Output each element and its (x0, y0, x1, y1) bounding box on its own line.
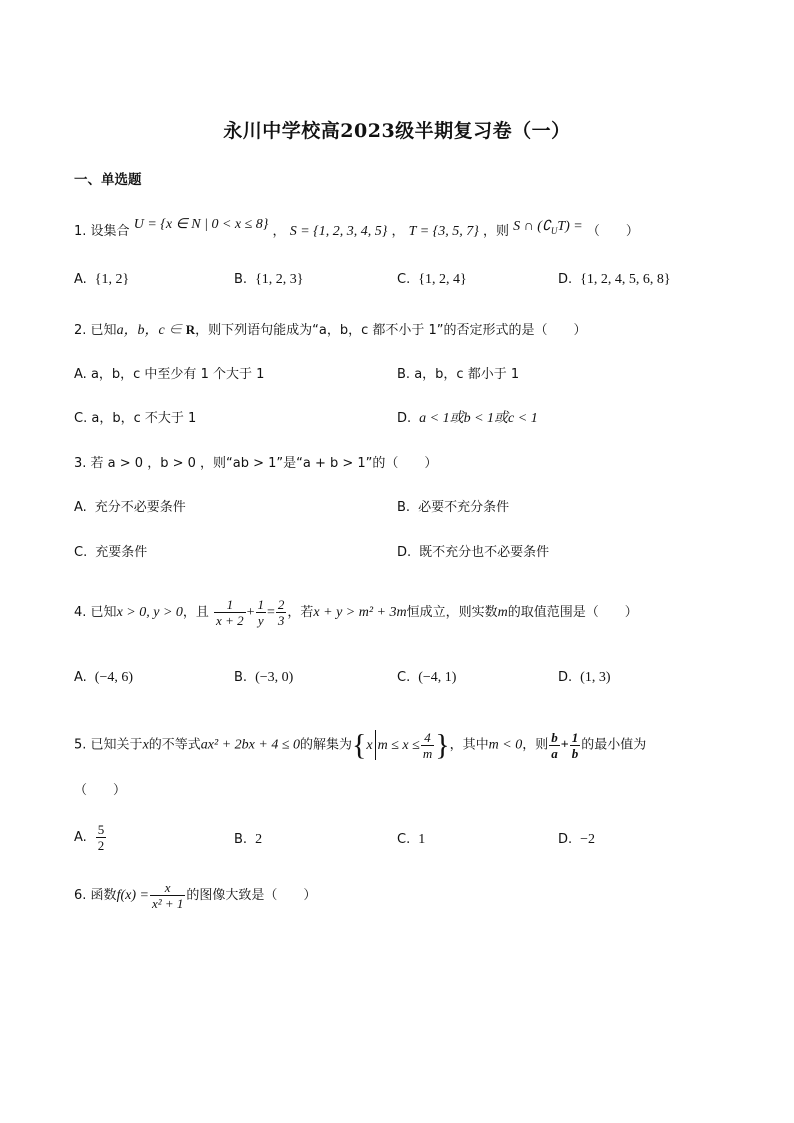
q1-option-b: B. {1, 2, 3} (234, 272, 304, 287)
real-set-symbol: R (185, 322, 196, 337)
question-number: 2. (74, 323, 87, 338)
question-3 (74, 454, 437, 474)
question-text: 已知 (90, 605, 117, 620)
q1-option-a: A. {1, 2} (74, 272, 130, 287)
question-text: ，其中 (449, 737, 489, 753)
complement-expression: S ∩ $(∁_UT)$ = (513, 219, 583, 236)
question-4: 4. 已知x > 0, y > 0，且 $\frac{1}{x + 2}$ + $\frac{1}{y}$ = $\frac{2}{3}$ ，若x + y > m² + 3m恒成立，则实数m的取值范围是（ ） (74, 597, 638, 628)
question-2 (74, 320, 587, 341)
variable-x: x (142, 737, 149, 753)
question-text: ，则下列语句能成为“a，b，c 都不小于 1”的否定形式的是（ ） (195, 323, 587, 338)
solution-set: {x m ≤ x ≤ $\frac{4}{m}$ } (352, 728, 450, 761)
q4-option-d: D. (1, 3) (558, 670, 611, 685)
question-text: ，则 (482, 224, 509, 239)
question-text: 的图像大致是（ ） (186, 888, 317, 903)
fraction-1: $\frac{1}{x + 2}$ (216, 597, 244, 628)
question-6 (74, 878, 316, 914)
q4-option-a: A. (−4, 6) (74, 670, 134, 685)
question-text: 的最小值为 (581, 737, 647, 753)
q3-option-b: B. 必要不充分条件 (397, 500, 510, 515)
condition-expression: x > 0, y > 0 (116, 605, 183, 620)
function-fraction: $\frac{x}{\text{x² + 1}}$ (151, 880, 184, 911)
question-text: 恒成立，则实数 (406, 605, 498, 620)
inequality-expression: x + y > m² + 3m (313, 605, 407, 620)
q4-option-c: C. (−4, 1) (397, 670, 457, 685)
q5-option-c: C. 1 (397, 832, 426, 847)
fraction-2: $\frac{1}{y}$ (257, 597, 264, 628)
answer-paren: （ ） (586, 224, 639, 239)
question-text: 的不等式 (148, 737, 201, 753)
question-number: 1. (74, 224, 87, 239)
question-text: ，若 (287, 605, 314, 620)
q2-option-c: C. a，b，c 不大于 1 (74, 411, 197, 426)
q2-option-b: B. a，b，c 都小于 1 (397, 367, 520, 382)
question-text: 已知 (90, 323, 117, 338)
question-text: 若 a > 0 ，b > 0 ，则“ab > 1”是“a + b > 1”的（ ） (90, 456, 438, 471)
question-5: 5. 已知关于x的不等式ax² + 2bx + 4 ≤ 0的解集为{x m ≤ x ≤ $\frac{4}{m}$ }，其中m < 0，则 $\frac{b}{a}$ + $\frac{1}{b}$ 的最小值为 (74, 728, 647, 761)
question-text: 函数 (90, 888, 117, 903)
question-number: 3. (74, 456, 87, 471)
question-number: 4. (74, 605, 87, 620)
fraction-b-over-a: $\frac{b}{a}$ (551, 729, 558, 761)
question-text: 的取值范围是（ ） (507, 605, 638, 620)
q2-option-d: D. a < 1或b < 1或c < 1 (397, 411, 538, 426)
answer-paren: （ ） (74, 783, 127, 798)
set-u-expression: U = {x ∈ N | 0 < x ≤ 8} (133, 217, 269, 232)
question-text: ，则 (522, 737, 549, 753)
q3-option-d: D. 既不充分也不必要条件 (397, 545, 550, 560)
variable-m: m (497, 605, 508, 620)
exam-title: 永川中学校高2023级半期复习卷（一） (223, 120, 571, 142)
q5-option-d: D. −2 (558, 832, 596, 847)
set-s-expression: S = {1, 2, 3, 4, 5} (289, 224, 388, 239)
condition-expression: m < 0 (488, 737, 523, 753)
question-text: ，且 (182, 605, 209, 620)
variables-expression: a，b，c ∈ (116, 323, 186, 338)
q1-option-d: D. {1, 2, 4, 5, 6, 8} (558, 272, 671, 287)
function-expression: f(x) = (116, 888, 149, 903)
fraction-3: $\frac{2}{3}$ (277, 597, 285, 628)
section-heading: 一、单选题 (74, 172, 142, 188)
q5-option-b: B. 2 (234, 832, 263, 847)
question-text: 已知关于 (90, 737, 143, 753)
question-text: 的解集为 (300, 737, 353, 753)
set-t-expression: T = {3, 5, 7} (408, 224, 479, 239)
q4-option-b: B. (−3, 0) (234, 670, 294, 685)
q3-option-c: C. 充要条件 (74, 545, 148, 560)
question-number: 5. (74, 737, 87, 753)
inequality-expression: ax² + 2bx + 4 ≤ 0 (200, 737, 300, 753)
q3-option-a: A. 充分不必要条件 (74, 500, 186, 515)
question-number: 6. (74, 888, 87, 903)
q5-option-a: A. $\frac{5}{2}$ (74, 822, 105, 853)
question-1: 1. 设集合 U = {x ∈ N | 0 < x ≤ 8} ， S = {1, 2, 3, 4, 5} ， T = {3, 5, 7} ，则 S ∩ $(∁_UT)$ = （ ） (74, 217, 639, 239)
q1-option-c: C. {1, 2, 4} (397, 272, 467, 287)
q2-option-a: A. a，b，c 中至少有 1 个大于 1 (74, 367, 265, 382)
question-text: 设集合 (90, 224, 130, 239)
fraction-1-over-b: $\frac{1}{b}$ (571, 729, 579, 761)
